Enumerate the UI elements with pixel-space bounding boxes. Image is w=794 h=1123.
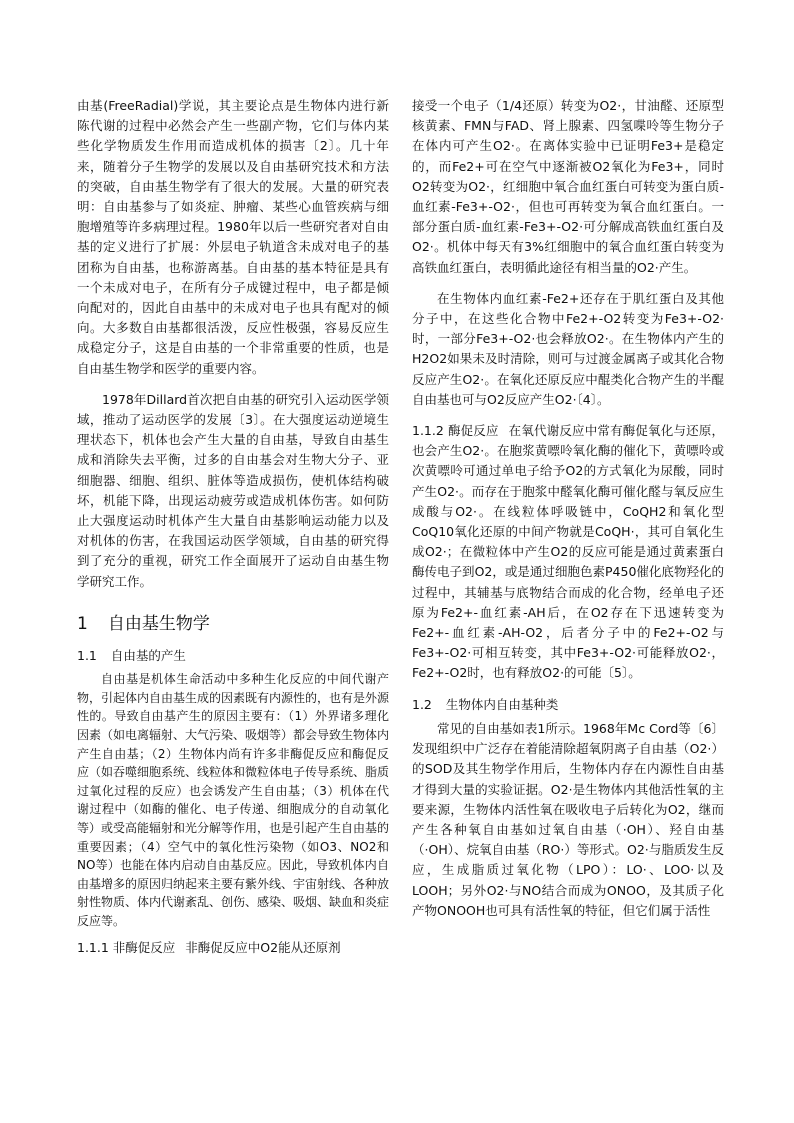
subsection-number: 1.1 (77, 648, 97, 664)
section-number: 1 (77, 613, 88, 634)
paragraph-radical-types: 常见的自由基如表1所示。1968年Mc Cord等〔6〕发现组织中广泛存在着能清除超氧阴离子自由基（O2·）的SOD及其生物学作用后，生物体内存在内源性自由基才得到大量的实验证据。O2·是生物体内其他活性氧的主要来源，生物体内活性氧在吸收电子后转化为O2，继而产生各种氧自由基如过氧自由基（·OH）、羟自由基（·OH）、烷氧自由基（RO·）等形式。O2·与脂质发生反应，生成脂质过氧化物（LPO）：LO·、LOO·以及LOOH；另外O2·与NO结合而成为ONOO，及其质子化产物ONOOH也可具有活性氧的特征，但它们属于活性 (412, 720, 724, 918)
subsection-title: 自由基的产生 (110, 648, 186, 664)
paragraph-heme-iron: 在生物体内血红素-Fe2+还存在于肌红蛋白及其他分子中，在这些化合物中Fe2+-O2转变为Fe3+-O2·时，一部分Fe3+-O2·也会释放O2·。在生物体内产生的H2O2如果未及时清除，则可与过渡金属离子或其化合物反应产生O2·。在氧化还原反应中醌类化合物产生的半醌自由基也可与O2反应产生O2·〔4〕。 (412, 290, 724, 407)
subsection-title: 生物体内自由基种类 (445, 696, 559, 712)
paragraph-sports-medicine: 1978年Dillard首次把自由基的研究引入运动医学领域，推动了运动医学的发展〔3〕。在大强度运动逆境生理状态下，机体也会产生大量的自由基，导致自由基生成和消除失去平衡，过多的自由基会对生物大分子、亚细胞器、细胞、组织、脏体等造成损伤，使机体结构破坏，机能下降，出现运动疲劳或造成机体伤害。如何防止大强度运动时机体产生大量自由基影响运动能力以及对机体的伤害，在我国运动医学领域，自由基的研究得到了充分的重视，研究工作全面展开了运动自由基生物学研究工作。 (77, 391, 389, 589)
paragraph-intro: 由基(FreeRadial)学说，其主要论点是生物体内进行新陈代谢的过程中必然会产生一些副产物，它们与体内某些化学物质发生作用而造成机体的损害〔2〕。几十年来，随着分子生物学的发展以及自由基研究技术和方法的突破，自由基生物学有了很大的发展。大量的研究表明：自由基参与了如炎症、肿瘤、某些心血管疾病与细胞增殖等许多病理过程。1980年以后一些研究者对自由基的定义进行了扩展：外层电子轨道含未成对电子的基团称为自由基，也称游离基。自由基的基本特征是具有一个未成对电子，在所有分子成键过程中，电子都是倾向配对的，因此自由基中的未成对电子也具有配对的倾向。大多数自由基都很活泼，反应性极强，容易反应生成稳定分子，这是自由基的一个非常重要的性质，也是自由基生物学和医学的重要内容。 (77, 98, 389, 376)
paragraph-free-radical-origin: 自由基是机体生命活动中多种生化反应的中间代谢产物，引起体内自由基生成的因素既有内源性的，也有是外源性的。导致自由基产生的原因主要有：（1）外界诸多理化因素（如电离辐射、大气污染、吸烟等）都会导致生物体内产生自由基；（2）生物体内尚有许多非酶促反应和酶促反应（如吞噬细胞系统、线粒体和微粒体电子传导系统、脂质过氧化过程的反应）也会诱发产生自由基；（3）机体在代谢过程中（如酶的催化、电子传递、细胞成分的自动氧化等）或受高能辐射和光分解等作用，也是引起产生自由基的重要因素；（4）空气中的氧化性污染物（如O3、NO2和NO等）也能在体内启动自由基反应。因此，导致机体内自由基增多的原因归纳起来主要有紫外线、宇宙射线、各种放射性物质、体内代谢紊乱、创伤、感染、吸烟、缺血和炎症反应等。 (77, 672, 390, 928)
paragraph-text: 在氧代谢反应中常有酶促氧化与还原，也会产生O2·。在胞浆黄嘌呤氧化酶的催化下，黄嘌呤或次黄嘌呤可通过单电子给予O2的方式氧化为尿酸，同时产生O2·。而存在于胞浆中醛氧化酶可催化醛与氧反应生成酸与O2·。在线粒体呼吸链中，CoQH2和氧化型CoQ10氧化还原的中间产物就是CoQH·，其可自氧化生成O2·；在微粒体中产生O2的反应可能是通过黄素蛋白酶传电子到O2，或是通过细胞色素P450催化底物羟化的过程中，其辅基与底物结合而成的化合物，经单电子还原为Fe2+-血红素-AH后，在O2存在下迅速转变为Fe2+-血红素-AH-O2，后者分子中的Fe2+-O2与Fe3+-O2·可相互转变，其中Fe3+-O2·可能释放O2·，Fe2+-O2时，也有释放O2·的可能〔5〕。 (412, 423, 724, 681)
paragraph-enzymatic (412, 421, 724, 684)
inline-heading: 1.1.1 非酶促反应 (77, 939, 176, 955)
paragraph-text: 非酶促反应中O2能从还原剂 (185, 939, 341, 955)
paragraph-non-enzymatic (77, 938, 389, 958)
subsection-heading-1-2 (412, 695, 724, 715)
paragraph-electron-acceptance: 接受一个电子（1/4还原）转变为O2·，甘油醛、还原型核黄素、FMN与FAD、肾上腺素、四氢喋呤等生物分子在体内可产生O2·。在离体实验中已证明Fe3+是稳定的，而Fe2+可在空气中逐渐被O2氧化为Fe3+，同时O2转变为O2·，红细胞中氧合血红蛋白可转变为蛋白质-血红素-Fe3+-O2·，但也可再转变为氧合血红蛋白。一部分蛋白质-血红素-Fe3+-O2·可分解成高铁血红蛋白及O2·。机体中每天有3%红细胞中的氧合血红蛋白转变为高铁血红蛋白，表明循此途径有相当量的O2·产生。 (412, 98, 724, 275)
subsection-number: 1.2 (412, 696, 432, 712)
inline-heading: 1.1.2 酶促反应 (412, 423, 499, 439)
left-column (77, 96, 389, 965)
section-heading-1 (77, 614, 389, 634)
right-column (412, 96, 724, 928)
section-title: 自由基生物学 (107, 613, 210, 634)
subsection-heading-1-1 (77, 646, 389, 666)
